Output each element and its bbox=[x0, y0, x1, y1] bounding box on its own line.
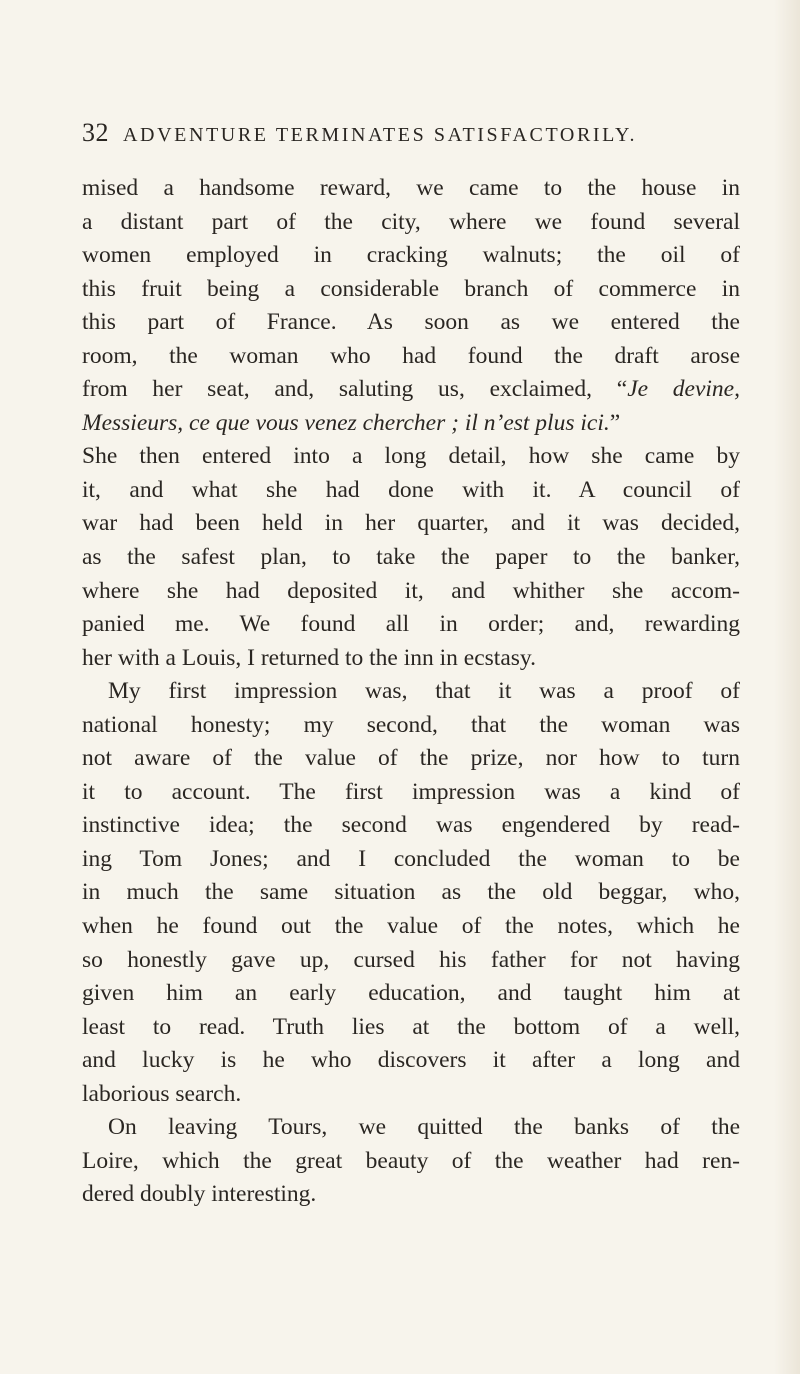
text-line: national honesty; my second, that the woman was bbox=[82, 711, 740, 738]
text-line: panied me. We found all in order; and, rewarding bbox=[82, 611, 740, 638]
text-line: mised a handsome reward, we came to the house in bbox=[82, 175, 740, 201]
text-line: Messieurs, ce que vous venez chercher ; il n’est plus ici.” bbox=[82, 409, 621, 436]
body-text bbox=[82, 172, 740, 1212]
text-line: dered doubly interesting. bbox=[82, 1181, 317, 1208]
text-line: as the safest plan, to take the paper to the banker, bbox=[82, 544, 740, 571]
text-line: She then entered into a long detail, how she came by bbox=[82, 443, 740, 470]
page-edge-shadow bbox=[774, 0, 800, 1374]
text-line: in much the same situation as the old beggar, who, bbox=[82, 879, 740, 906]
text-line: room, the woman who had found the draft arose bbox=[82, 342, 740, 369]
paragraph-start: My first impression was, that it was a proof of bbox=[108, 678, 740, 705]
french-quote: Je devine, bbox=[627, 376, 740, 403]
text-line: given him an early education, and taught him at bbox=[82, 980, 740, 1007]
text-line: this fruit being a considerable branch of commerce in bbox=[82, 275, 740, 302]
text-line: a distant part of the city, where we found several bbox=[82, 208, 740, 235]
text-line: where she had deposited it, and whither she accom- bbox=[82, 577, 740, 604]
french-quote: Messieurs, ce que vous venez chercher ; il n’est plus ici. bbox=[82, 409, 610, 436]
text-line: from her seat, and, saluting us, exclaimed, “Je devine, bbox=[82, 376, 740, 403]
text-line: women employed in cracking walnuts; the oil of bbox=[82, 242, 740, 269]
text-line: when he found out the value of the notes, which he bbox=[82, 913, 740, 940]
text-line: it to account. The first impression was a kind of bbox=[82, 778, 740, 805]
text-line: instinctive idea; the second was engendered by read- bbox=[82, 812, 740, 839]
text-line: and lucky is he who discovers it after a long and bbox=[82, 1047, 740, 1074]
text-line: Loire, which the great beauty of the weather had ren- bbox=[82, 1147, 740, 1174]
running-head bbox=[82, 118, 742, 148]
text-line: her with a Louis, I returned to the inn in ecstasy. bbox=[82, 644, 536, 671]
page-number: 32 bbox=[82, 118, 109, 147]
text-line: so honestly gave up, cursed his father for not having bbox=[82, 946, 740, 973]
text-line: it, and what she had done with it. A council of bbox=[82, 476, 740, 503]
text-line: least to read. Truth lies at the bottom of a well, bbox=[82, 1013, 740, 1040]
text-line: ing Tom Jones; and I concluded the woman to be bbox=[82, 845, 740, 872]
text-line: war had been held in her quarter, and it was decided, bbox=[82, 510, 740, 537]
paragraph-start: On leaving Tours, we quitted the banks of the bbox=[108, 1114, 740, 1141]
running-title: ADVENTURE TERMINATES SATISFACTORILY. bbox=[123, 124, 638, 146]
text-line: this part of France. As soon as we entered the bbox=[82, 309, 740, 336]
text-line: not aware of the value of the prize, nor how to turn bbox=[82, 745, 740, 772]
text-line: laborious search. bbox=[82, 1080, 242, 1107]
